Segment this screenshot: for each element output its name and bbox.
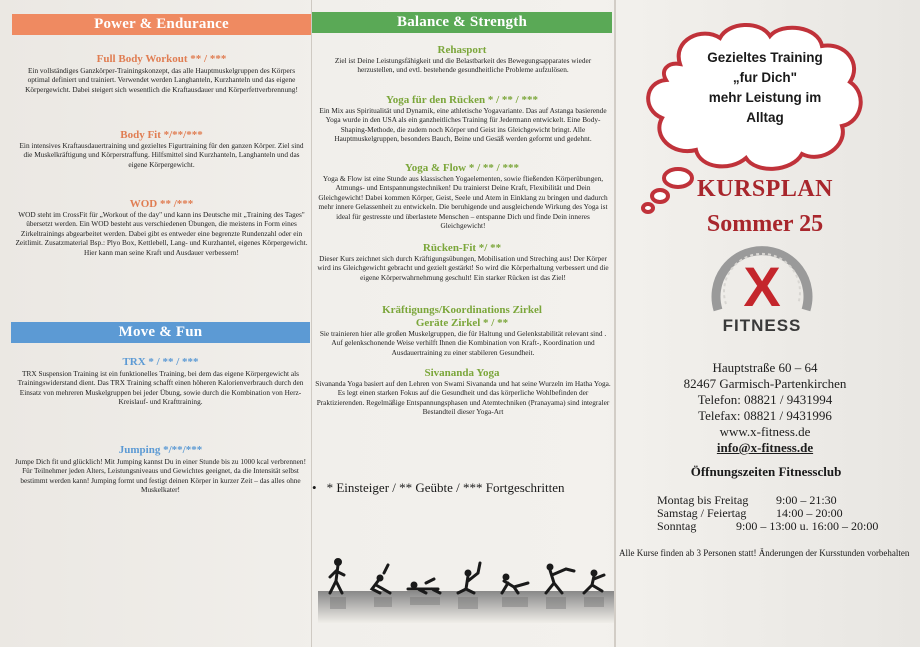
course-text-body-fit: Ein intensives Kraftausdauertraining und gezieltes Figurtraining für den ganzen Körper. Ziel sind die Muskelkräftigung und Körperstraffung. Hilfsmittel sind Kurzhanteln, Langhanteln und das eigene Körpergewicht. <box>19 141 304 169</box>
course-title-geraete-zirkel: Geräte Zirkel * / ** <box>415 317 509 329</box>
course-title-yoga-flow: Yoga & Flow * / ** / *** <box>405 162 519 174</box>
course-text-rehasport: Ziel ist Deine Leistungsfähigkeit und die Belastbarkeit des Bewegungsapparates wieder herzustellen, und evtl. bestehende gesundheitliche Probleme aufzulösen. <box>334 56 592 75</box>
course-title-ruecken-fit: Rücken-Fit */ ** <box>422 242 502 254</box>
course-title-full-body-workout: Full Body Workout ** / *** <box>96 53 227 65</box>
svg-text:X: X <box>743 255 781 318</box>
kursplan-title: KURSPLAN <box>696 176 833 202</box>
bullet-icon: • <box>312 480 317 495</box>
logo-fitness-word: FITNESS <box>722 316 802 335</box>
yoga-silhouettes-image <box>318 553 614 623</box>
course-title-sivananda: Sivananda Yoga <box>424 367 500 379</box>
course-text-zirkel: Sie trainieren hier alle großen Muskelgruppen, die für Haltung und Gelenkstabilität relevant sind . Auf gelenkschonende Weise verhilft Ihnen die Kombination von Kraft-, Koordination und Ausdauertraining zu einer stabileren Gesundheit. <box>319 329 607 357</box>
course-text-wod: WOD steht im CrossFit für „Workout of the day" und kann ins Deutsche mit „Training des Tages" übersetzt werden. Ein WOD besteht aus verschiedenen Übungen, die meistens in Form eines Zirkeltrainings abgearbeitet werden. Dabei gibt es entweder eine begrenzte Rundenzahl oder ein Zeitlimit. Zusatzmaterial Bsp.: Plyo Box, Kettlebell, Lang- und Kurzhantel, eigenes Körpergewicht. Hier kann man seine Kraft und Ausdauer verbessern! <box>15 210 308 257</box>
course-title-body-fit: Body Fit */**/*** <box>120 129 203 141</box>
address-line: Hauptstraße 60 – 64 <box>712 360 818 375</box>
phone-line: Telefon: 08821 / 9431994 <box>697 392 833 407</box>
course-text-jumping: Jumpe Dich fit und glücklich! Mit Jumping kannst Du in einer Stunde bis zu 1000 kcal verbrennen! Für Teilnehmer jeden Alters, Leistungsniveaus und Gewichtes geeignet, da die Intensität selbst bestimmt werden kann! Jumping formt und festigt deinen Körper in kurzer Zeit – das alles ohne Muskelkater! <box>14 457 306 495</box>
address-line: 82467 Garmisch-Partenkirchen <box>683 376 847 391</box>
section-header-move-fun: Move & Fun <box>11 322 310 343</box>
course-title-jumping: Jumping */**/*** <box>118 444 203 456</box>
fold-line <box>614 0 616 647</box>
hours-time: 9:00 – 21:30 <box>776 493 837 507</box>
hours-time: 9:00 – 13:00 u. 16:00 – 20:00 <box>736 519 879 533</box>
course-text-trx: TRX Suspension Training ist ein funktionelles Training, bei dem das eigene Körpergewicht als Trainingswiderstand dient. Das TRX Training schafft einen höheren Kalorienverbrauch durch den Einsatz von mehreren Muskelgruppen bei jeder Übung, sowie durch die Kombination von Herz-Kreislauf- und Krafttraining. <box>17 369 304 407</box>
course-text-sivananda: Sivananda Yoga basiert auf den Lehren von Swami Sivananda und hat seine Wurzeln im Hatha Yoga. Es legt einen starken Fokus auf die Gesundheit und das körperliche Wohlbefinden der Praktizierenden. Regelmäßige Entspannungsphasen und Atemtechniken (Pranayama) sind integraler Bestandteil dieser Yoga-Art <box>315 379 611 417</box>
website-link[interactable]: www.x-fitness.de <box>719 424 811 439</box>
course-title-yoga-ruecken: Yoga für den Rücken * / ** / *** <box>386 94 538 106</box>
level-legend: • * Einsteiger / ** Geübte / *** Fortgeschritten <box>312 480 565 495</box>
course-text-full-body-workout: Ein vollständiges Ganzkörper-Trainingskonzept, das alle Hauptmuskelgruppen des Körpers optimal definiert und trainiert. Verwendet werden Langhanteln, Kurzhanteln und das eigene Körpergewicht. Dabei steigert sich wesentlich die Kraftausdauer und Körperfettverbrennung! <box>25 66 298 94</box>
hours-day: Samstag / Feiertag <box>657 506 747 520</box>
section-header-power-endurance: Power & Endurance <box>12 14 311 35</box>
course-title-trx: TRX * / ** / *** <box>122 356 199 368</box>
course-note: Alle Kurse finden ab 3 Personen statt! Änderungen der Kursstunden vorbehalten <box>619 548 910 558</box>
email-link[interactable]: info@x-fitness.de <box>716 440 814 455</box>
course-title-zirkel: Kräftigungs/Koordinations Zirkel <box>382 304 542 316</box>
fax-line: Telefax: 08821 / 9431996 <box>698 408 832 423</box>
course-text-ruecken-fit: Dieser Kurs zeichnet sich durch Kräftigungsübungen, Mobilisation und Streching aus! Der Körper wird ins Gleichgewicht gebracht und gezielt gestärkt! So wird die Körperhaltung verbessert und die eigene Körperwahrnehmung geschult! Ein starker Rücken ist das Ziel! <box>317 254 609 282</box>
section-header-balance-strength: Balance & Strength <box>312 12 612 33</box>
course-title-rehasport: Rehasport <box>437 44 487 56</box>
season-title: Sommer 25 <box>706 211 824 237</box>
hours-time: 14:00 – 20:00 <box>776 506 843 520</box>
course-text-yoga-flow: Yoga & Flow ist eine Stunde aus klassischen Yogaelementen, sowie fließenden Körperübungen, Atmungs- und Entspannungstechniken! Du trainierst Deine Kraft, Flexibilität und Dein Gleichgewicht! Dabei kommen Körper, Geist, Seele und Atem in Einklang zu bringen und dadurch mehr innere Gelassenheit zu entwickeln. Die beruhigende und ausgleichende Wirkung des Yoga ist ideal für gestresste und überlastete Menschen – entspanne Dich und finde Dein inneres Gleichgewicht! <box>318 174 608 231</box>
slogan: Gezieltes Training „fur Dich" mehr Leistung im Alltag <box>707 50 823 125</box>
hours-day: Montag bis Freitag <box>657 493 749 507</box>
course-text-yoga-ruecken: Ein Mix aus Spiritualität und Dynamik, eine athletische Yogavariante. Das auf Astanga basierende Yoga wurde in den USA als ein ganzheitliches Training für Jedermann entwickelt. Eine Body-Shaping-Methode, die zudem noch Körper und Geist ins Gleichgewicht bringt. Alle Hauptmuskelgruppen, besonders Bauch, Beine und Gesäß werden geformt und gedehnt. <box>319 106 607 144</box>
hours-day: Sonntag <box>657 519 697 533</box>
email-row <box>615 440 915 456</box>
course-title-wod: WOD ** /*** <box>129 198 194 210</box>
opening-hours-title: Öffnungszeiten Fitnessclub <box>690 464 842 479</box>
